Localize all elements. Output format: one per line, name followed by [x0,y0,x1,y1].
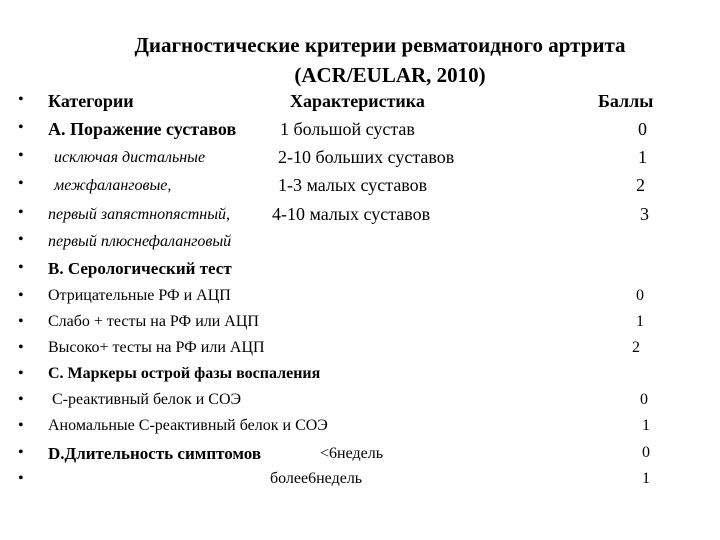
bullet: • [18,231,24,248]
criteria-row [0,444,720,470]
criteria-row [0,391,720,417]
bullet: • [18,147,24,164]
duration-text: более6недель [270,470,363,487]
criteria-row [0,417,720,443]
points-value: 1 [638,147,647,167]
points-value: 0 [640,391,648,408]
points-value: 0 [638,119,647,139]
criterion-text: С-реактивный белок и СОЭ [48,391,242,408]
points-header: Баллы [598,91,654,111]
bullet: • [18,391,24,408]
points-value: 2 [632,339,640,356]
criteria-row [0,119,720,145]
section-d-heading: D.Длительность симптомов [48,444,262,463]
characteristic-header: Характеристика [290,91,425,111]
criteria-row [0,313,720,339]
criteria-row [0,365,720,391]
bullet: • [18,339,24,356]
points-value: 1 [642,417,650,434]
bullet: • [18,204,24,221]
section-c-heading: С. Маркеры острой фазы воспаления [48,365,321,382]
joint-note-text: межфаланговые, [54,177,172,194]
criterion-text: Аномальные С-реактивный белок и СОЭ [48,417,328,434]
bullet: • [18,259,24,276]
criteria-row [0,287,720,313]
slide-title [0,30,720,90]
bullet: • [18,119,24,136]
characteristic-text: 1-3 малых суставов [278,175,428,195]
bullet: • [18,470,24,487]
bullet: • [18,175,24,192]
section-b-heading: В. Серологический тест [48,259,232,278]
bullet: • [18,417,24,434]
title-line-1: Диагностические критерии ревматоидного артрита [134,33,626,57]
characteristic-text: 2-10 больших суставов [278,147,455,167]
joint-note-text: исключая дистальные [54,149,206,166]
bullet: • [18,444,24,461]
duration-text: <6недель [320,445,383,462]
criteria-row [0,175,720,201]
title-line-2: (ACR/EULAR, 2010) [294,63,486,87]
joint-note-text: первый запястнопястный, [48,206,231,223]
bullet: • [18,365,24,382]
points-value: 1 [636,313,644,330]
bullet: • [18,91,24,108]
criteria-row [0,147,720,173]
joint-note-text: первый плюснефаланговый [48,233,232,250]
section-a-heading: А. Поражение суставов [48,119,237,139]
criterion-text: Отрицательные РФ и АЦП [48,287,231,304]
bullet: • [18,313,24,330]
points-value: 1 [642,470,650,487]
criteria-row [0,231,720,257]
criteria-row [0,339,720,365]
characteristic-text: 4-10 малых суставов [272,204,431,224]
criterion-text: Высоко+ тесты на РФ или АЦП [48,339,265,356]
criteria-row [0,470,720,496]
criterion-text: Слабо + тесты на РФ или АЦП [48,313,259,330]
points-value: 0 [642,444,650,461]
bullet: • [18,287,24,304]
points-value: 0 [636,287,644,304]
categories-header: Категории [48,91,134,111]
criteria-header-row [0,91,720,117]
points-value: 3 [640,204,649,224]
criteria-row [0,259,720,285]
points-value: 2 [636,175,645,195]
characteristic-text: 1 большой сустав [280,119,415,139]
criteria-row [0,204,720,230]
